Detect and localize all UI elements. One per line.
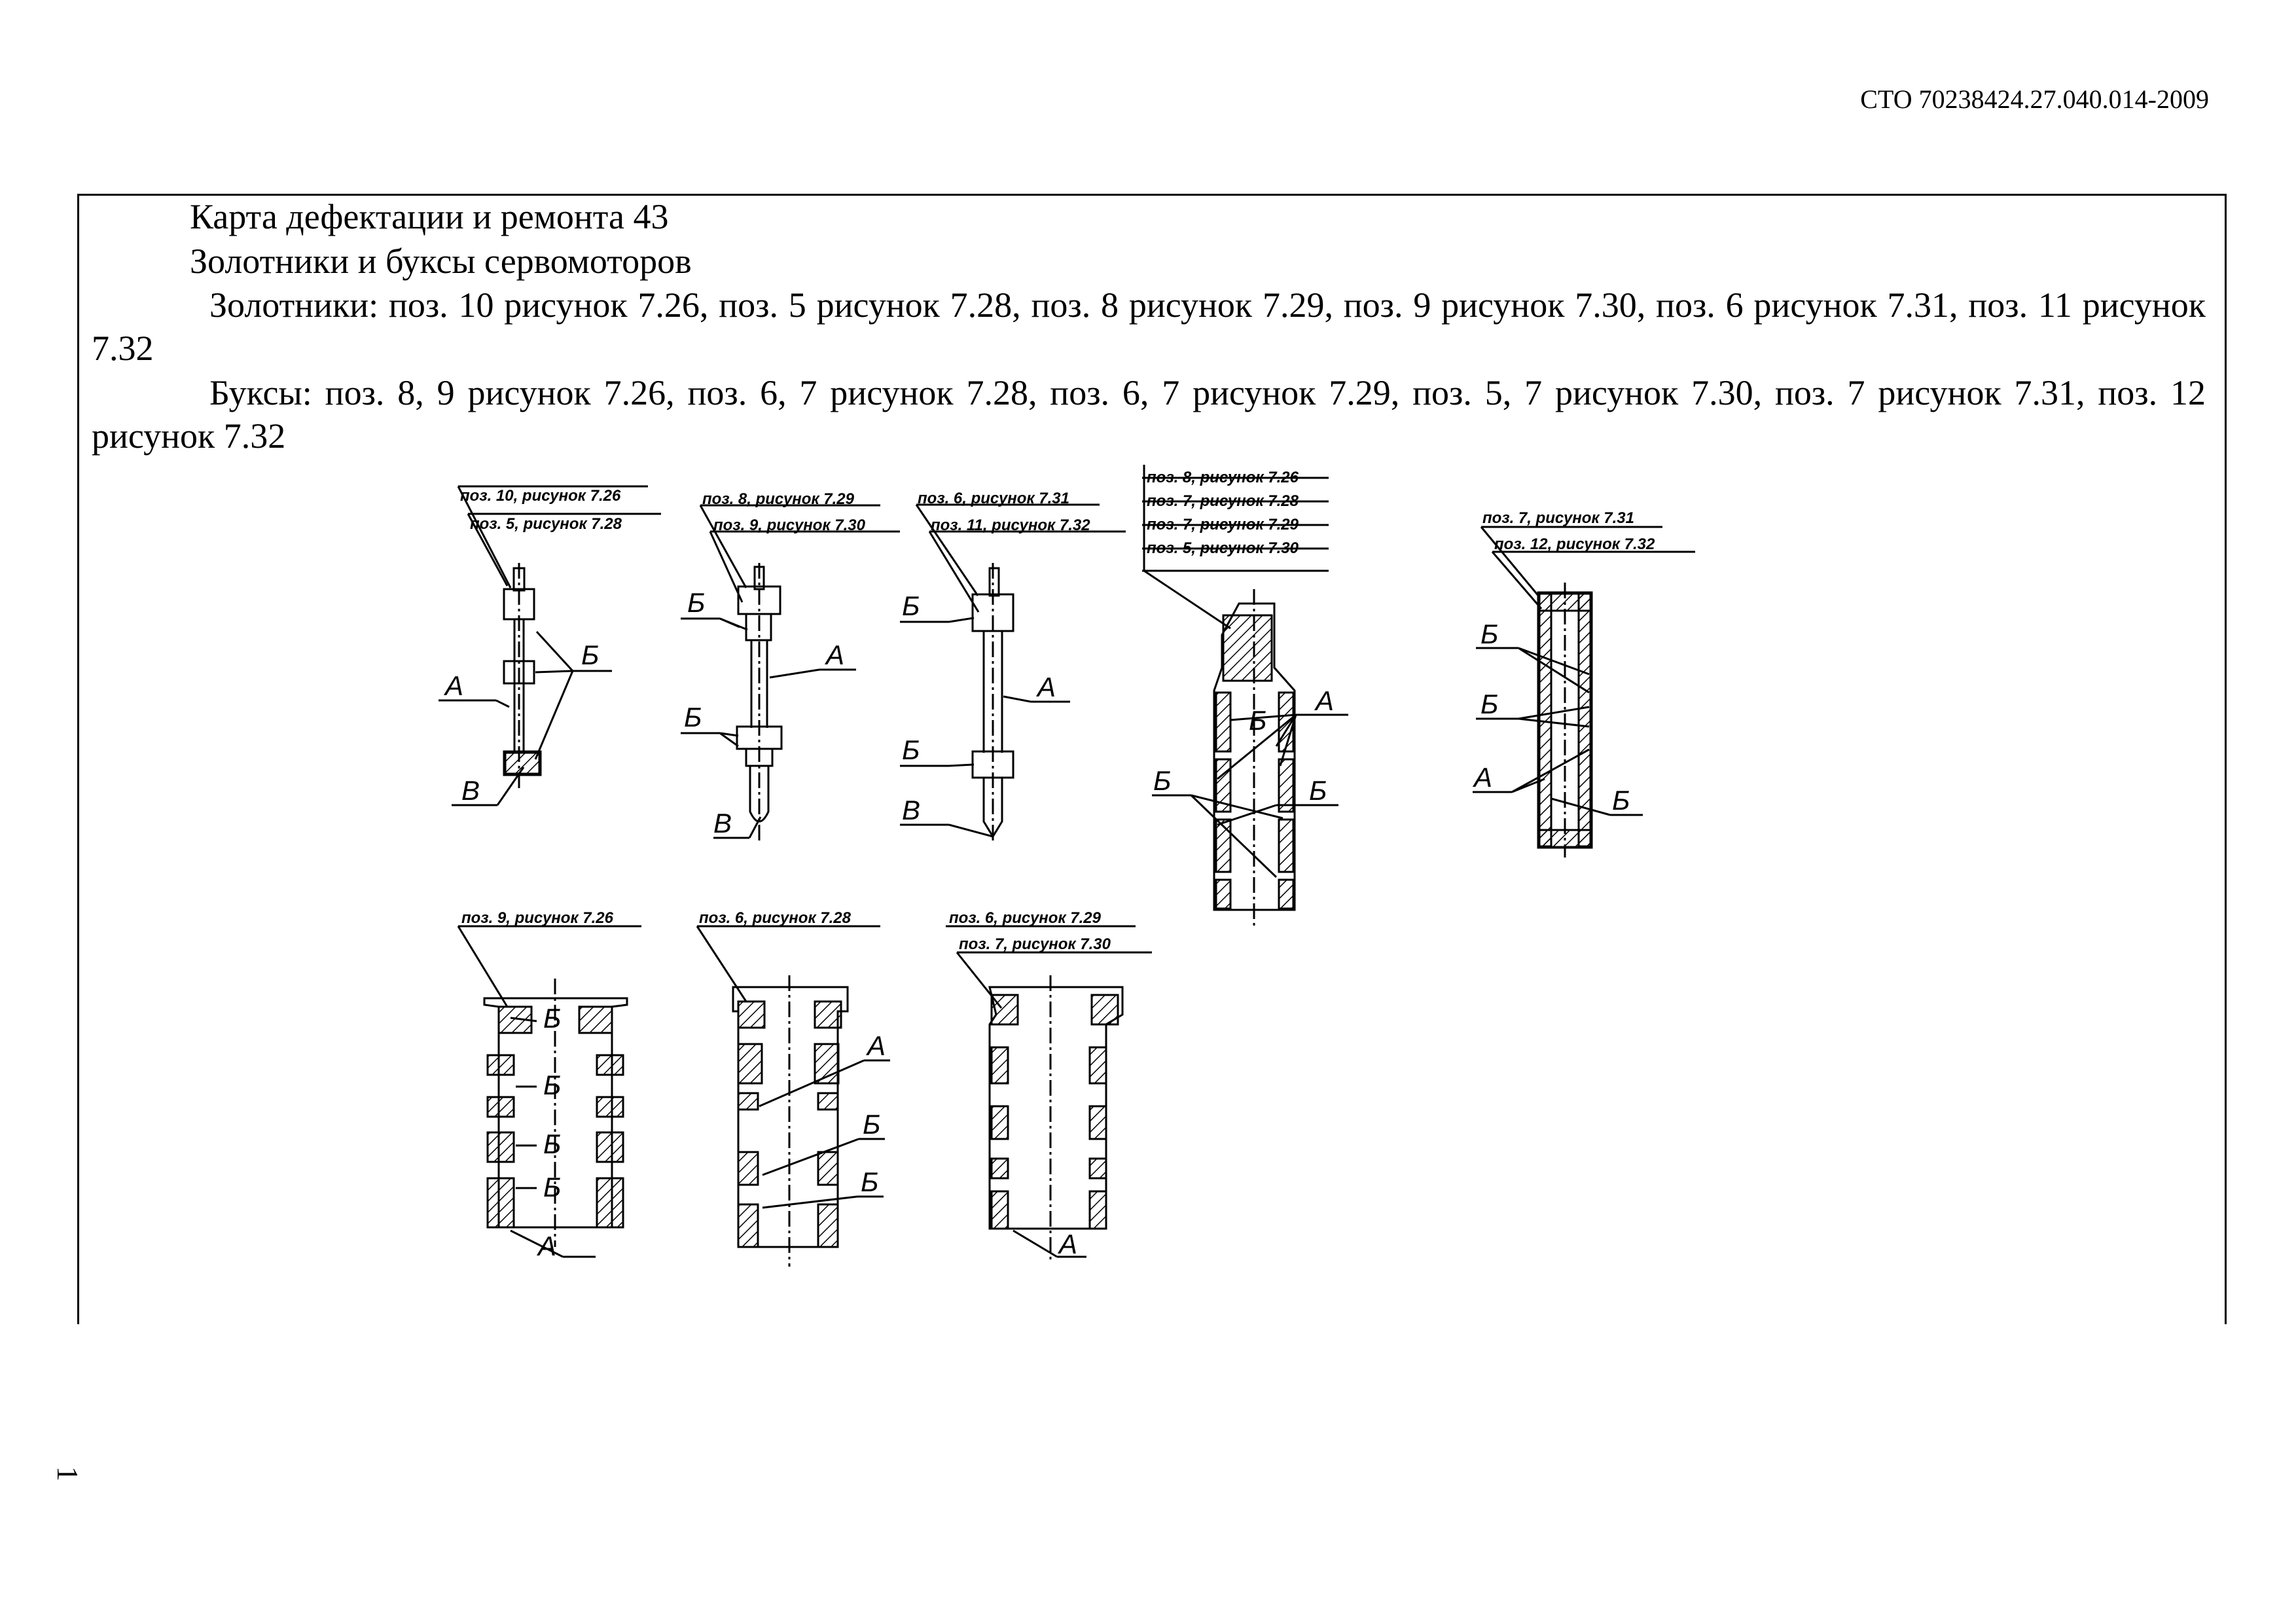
caption: поз. 8, рисунок 7.29 (702, 490, 854, 508)
label-b: Б (684, 702, 702, 732)
label-a: А (1059, 1229, 1078, 1259)
label-a: А (445, 670, 464, 701)
spools-paragraph: Золотники: поз. 10 рисунок 7.26, поз. 5 рисунок 7.28, поз. 8 рисунок 7.29, поз. 9 рисунок 7.30, поз. 6 рисунок 7.31, поз. 11 рисунок 7.32 (92, 285, 2206, 368)
caption: поз. 11, рисунок 7.32 (931, 516, 1090, 534)
drawing-spool-2 (681, 505, 900, 844)
bushings-paragraph: Буксы: поз. 8, 9 рисунок 7.26, поз. 6, 7 рисунок 7.28, поз. 6, 7 рисунок 7.29, поз. 5, 7 рисунок 7.30, поз. 7 рисунок 7.31, поз. 12 рисунок 7.32 (92, 373, 2206, 456)
label-a: А (867, 1030, 886, 1061)
label-b: Б (863, 1109, 881, 1140)
label-a: А (538, 1231, 557, 1261)
label-b: Б (1309, 775, 1327, 806)
drawing-spool-3 (900, 505, 1126, 841)
label-b: Б (543, 1172, 562, 1202)
drawing-bushing-5 (946, 926, 1152, 1260)
caption: поз. 6, рисунок 7.29 (949, 909, 1101, 927)
label-b: Б (1153, 765, 1172, 796)
label-v: В (461, 775, 480, 806)
label-v: В (902, 795, 921, 825)
label-b: Б (543, 1003, 562, 1034)
label-a: А (1316, 685, 1335, 716)
caption: поз. 6, рисунок 7.28 (699, 909, 851, 927)
drawing-bushing-4 (697, 926, 890, 1267)
caption: поз. 7, рисунок 7.31 (1482, 509, 1634, 527)
caption: поз. 7, рисунок 7.28 (1147, 492, 1299, 510)
label-b: Б (1480, 619, 1499, 649)
caption: поз. 12, рисунок 7.32 (1494, 535, 1655, 553)
caption: поз. 5, рисунок 7.30 (1147, 539, 1299, 557)
label-b: Б (861, 1166, 879, 1197)
label-b: Б (1612, 785, 1630, 816)
caption: поз. 10, рисунок 7.26 (460, 487, 621, 505)
label-b: Б (902, 590, 920, 621)
caption: поз. 8, рисунок 7.26 (1147, 469, 1299, 486)
label-a: А (1037, 672, 1056, 702)
caption: поз. 9, рисунок 7.26 (461, 909, 613, 927)
label-b: Б (1480, 689, 1499, 719)
card-subtitle: Золотники и буксы сервомоторов (190, 242, 692, 281)
drawing-bushing-2 (1473, 527, 1695, 857)
label-b: Б (543, 1070, 562, 1100)
label-b: Б (902, 734, 920, 765)
caption: поз. 7, рисунок 7.29 (1147, 516, 1299, 533)
label-a: А (826, 640, 845, 670)
caption: поз. 9, рисунок 7.30 (713, 516, 865, 534)
label-b: Б (543, 1128, 562, 1159)
label-b: Б (687, 587, 706, 618)
page-number: 1 (51, 1466, 84, 1481)
label-b: Б (1249, 705, 1267, 736)
caption: поз. 5, рисунок 7.28 (470, 515, 622, 533)
label-v: В (713, 808, 732, 839)
card-title: Карта дефектации и ремонта 43 (190, 197, 669, 236)
label-a: А (1474, 762, 1493, 793)
caption: поз. 7, рисунок 7.30 (959, 935, 1111, 953)
caption: поз. 6, рисунок 7.31 (918, 490, 1069, 507)
standard-code: СТО 70238424.27.040.014-2009 (1860, 84, 2209, 114)
label-b: Б (581, 640, 600, 670)
drawing-spool-1 (439, 486, 661, 805)
